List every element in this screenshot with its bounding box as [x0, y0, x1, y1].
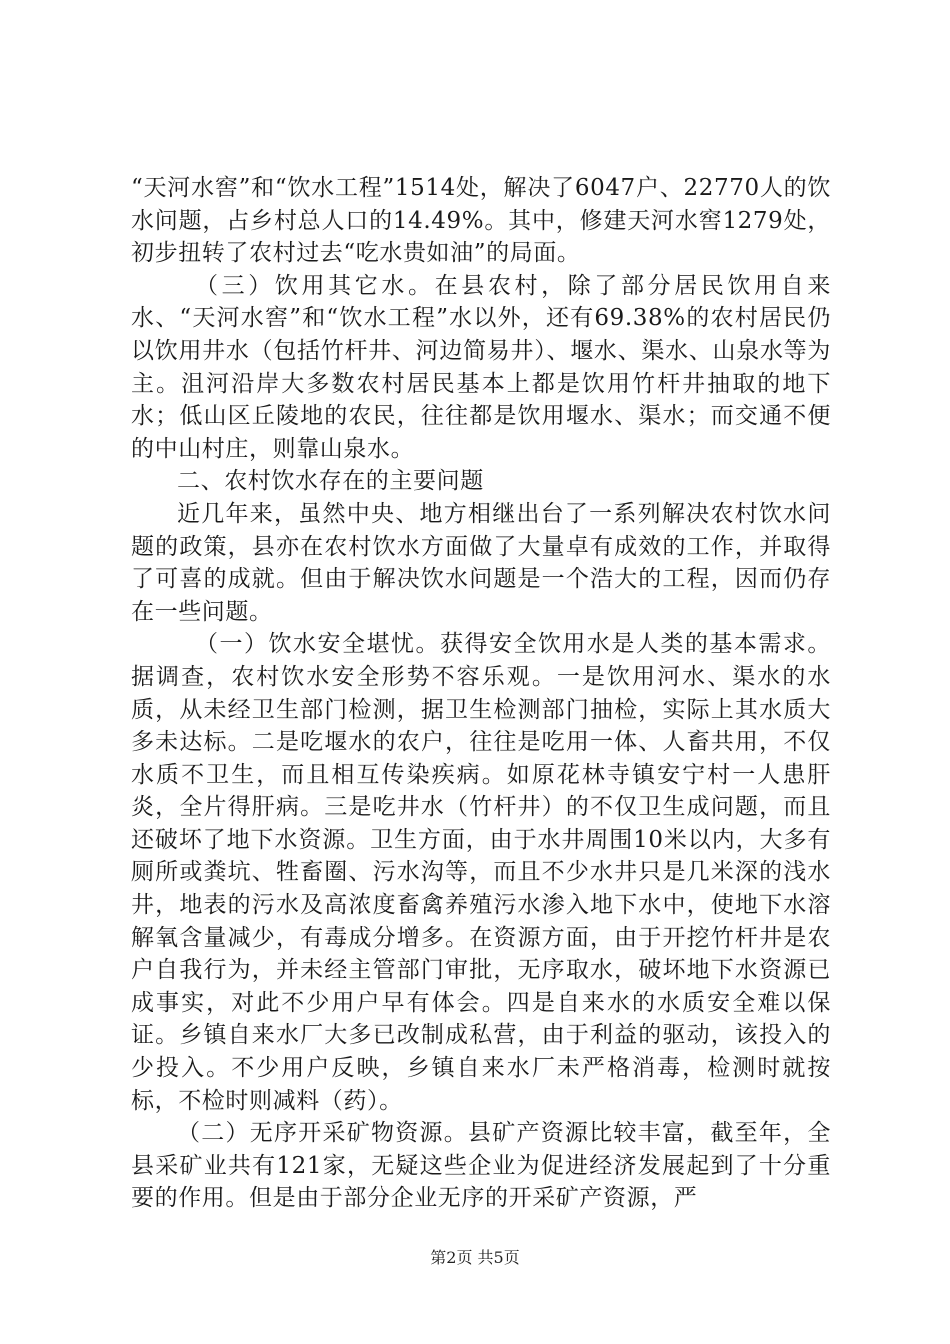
section-heading: 二、农村饮水存在的主要问题: [177, 468, 484, 495]
paragraph-problem-2: （二）无序开采矿物资源。县矿产资源比较丰富，截至年，全县采矿业共有121家，无疑这些企业为促进经济发展起到了十分重要的作用。但是由于部分企业无序的开采矿产资源，严: [131, 1120, 831, 1212]
page-footer: 第2页 共5页: [430, 1248, 520, 1267]
paragraph-problem-1: （一）饮水安全堪忧。获得安全饮用水是人类的基本需求。据调查，农村饮水安全形势不容乐观。一是饮用河水、渠水的水质，从未经卫生部门检测，据卫生检测部门抽检，实际上其水质大多未达标。二是吃堰水的农户，往往是吃用一体、人畜共用，不仅水质不卫生，而且相互传染疾病。如原花林寺镇安宁村一人患肝炎，全片得肝病。三是吃井水（竹杆井）的不仅卫生成问题，而且还破坏了地下水资源。卫生方面，由于水井周围10米以内，大多有厕所或粪坑、牲畜圈、污水沟等，而且不少水井只是几米深的浅水井，地表的污水及高浓度畜禽养殖污水渗入地下水中，使地下水溶解氧含量减少，有毒成分增多。在资源方面，由于开挖竹杆井是农户自我行为，并未经主管部门审批，无序取水，破坏地下水资源已成事实，对此不少用户早有体会。四是自来水的水质安全难以保证。乡镇自来水厂大多已改制成私营，由于利益的驱动，该投入的少投入。不少用户反映，乡镇自来水厂未严格消毒，检测时就按标，不检时则减料（药）。: [131, 631, 831, 1114]
paragraph-continuation: “天河水窖”和“饮水工程”1514处，解决了6047户、22770人的饮水问题，占乡村总人口的14.49%。其中，修建天河水窖1279处，初步扭转了农村过去“吃水贵如油”的局面。: [131, 175, 831, 267]
document-body: [131, 172, 831, 1215]
paragraph-section-3: （三）饮用其它水。在县农村，除了部分居民饮用自来水、“天河水窖”和“饮水工程”水以外，还有69.38%的农村居民仍以饮用井水（包括竹杆井、河边简易井）、堰水、渠水、山泉水等为主。沮河沿岸大多数农村居民基本上都是饮用竹杆井抽取的地下水；低山区丘陵地的农民，往往都是饮用堰水、渠水；而交通不便的中山村庄，则靠山泉水。: [131, 272, 831, 462]
paragraph-intro: 近几年来，虽然中央、地方相继出台了一系列解决农村饮水问题的政策，县亦在农村饮水方面做了大量卓有成效的工作，并取得了可喜的成就。但由于解决饮水问题是一个浩大的工程，因而仍存在一些问题。: [131, 500, 831, 625]
